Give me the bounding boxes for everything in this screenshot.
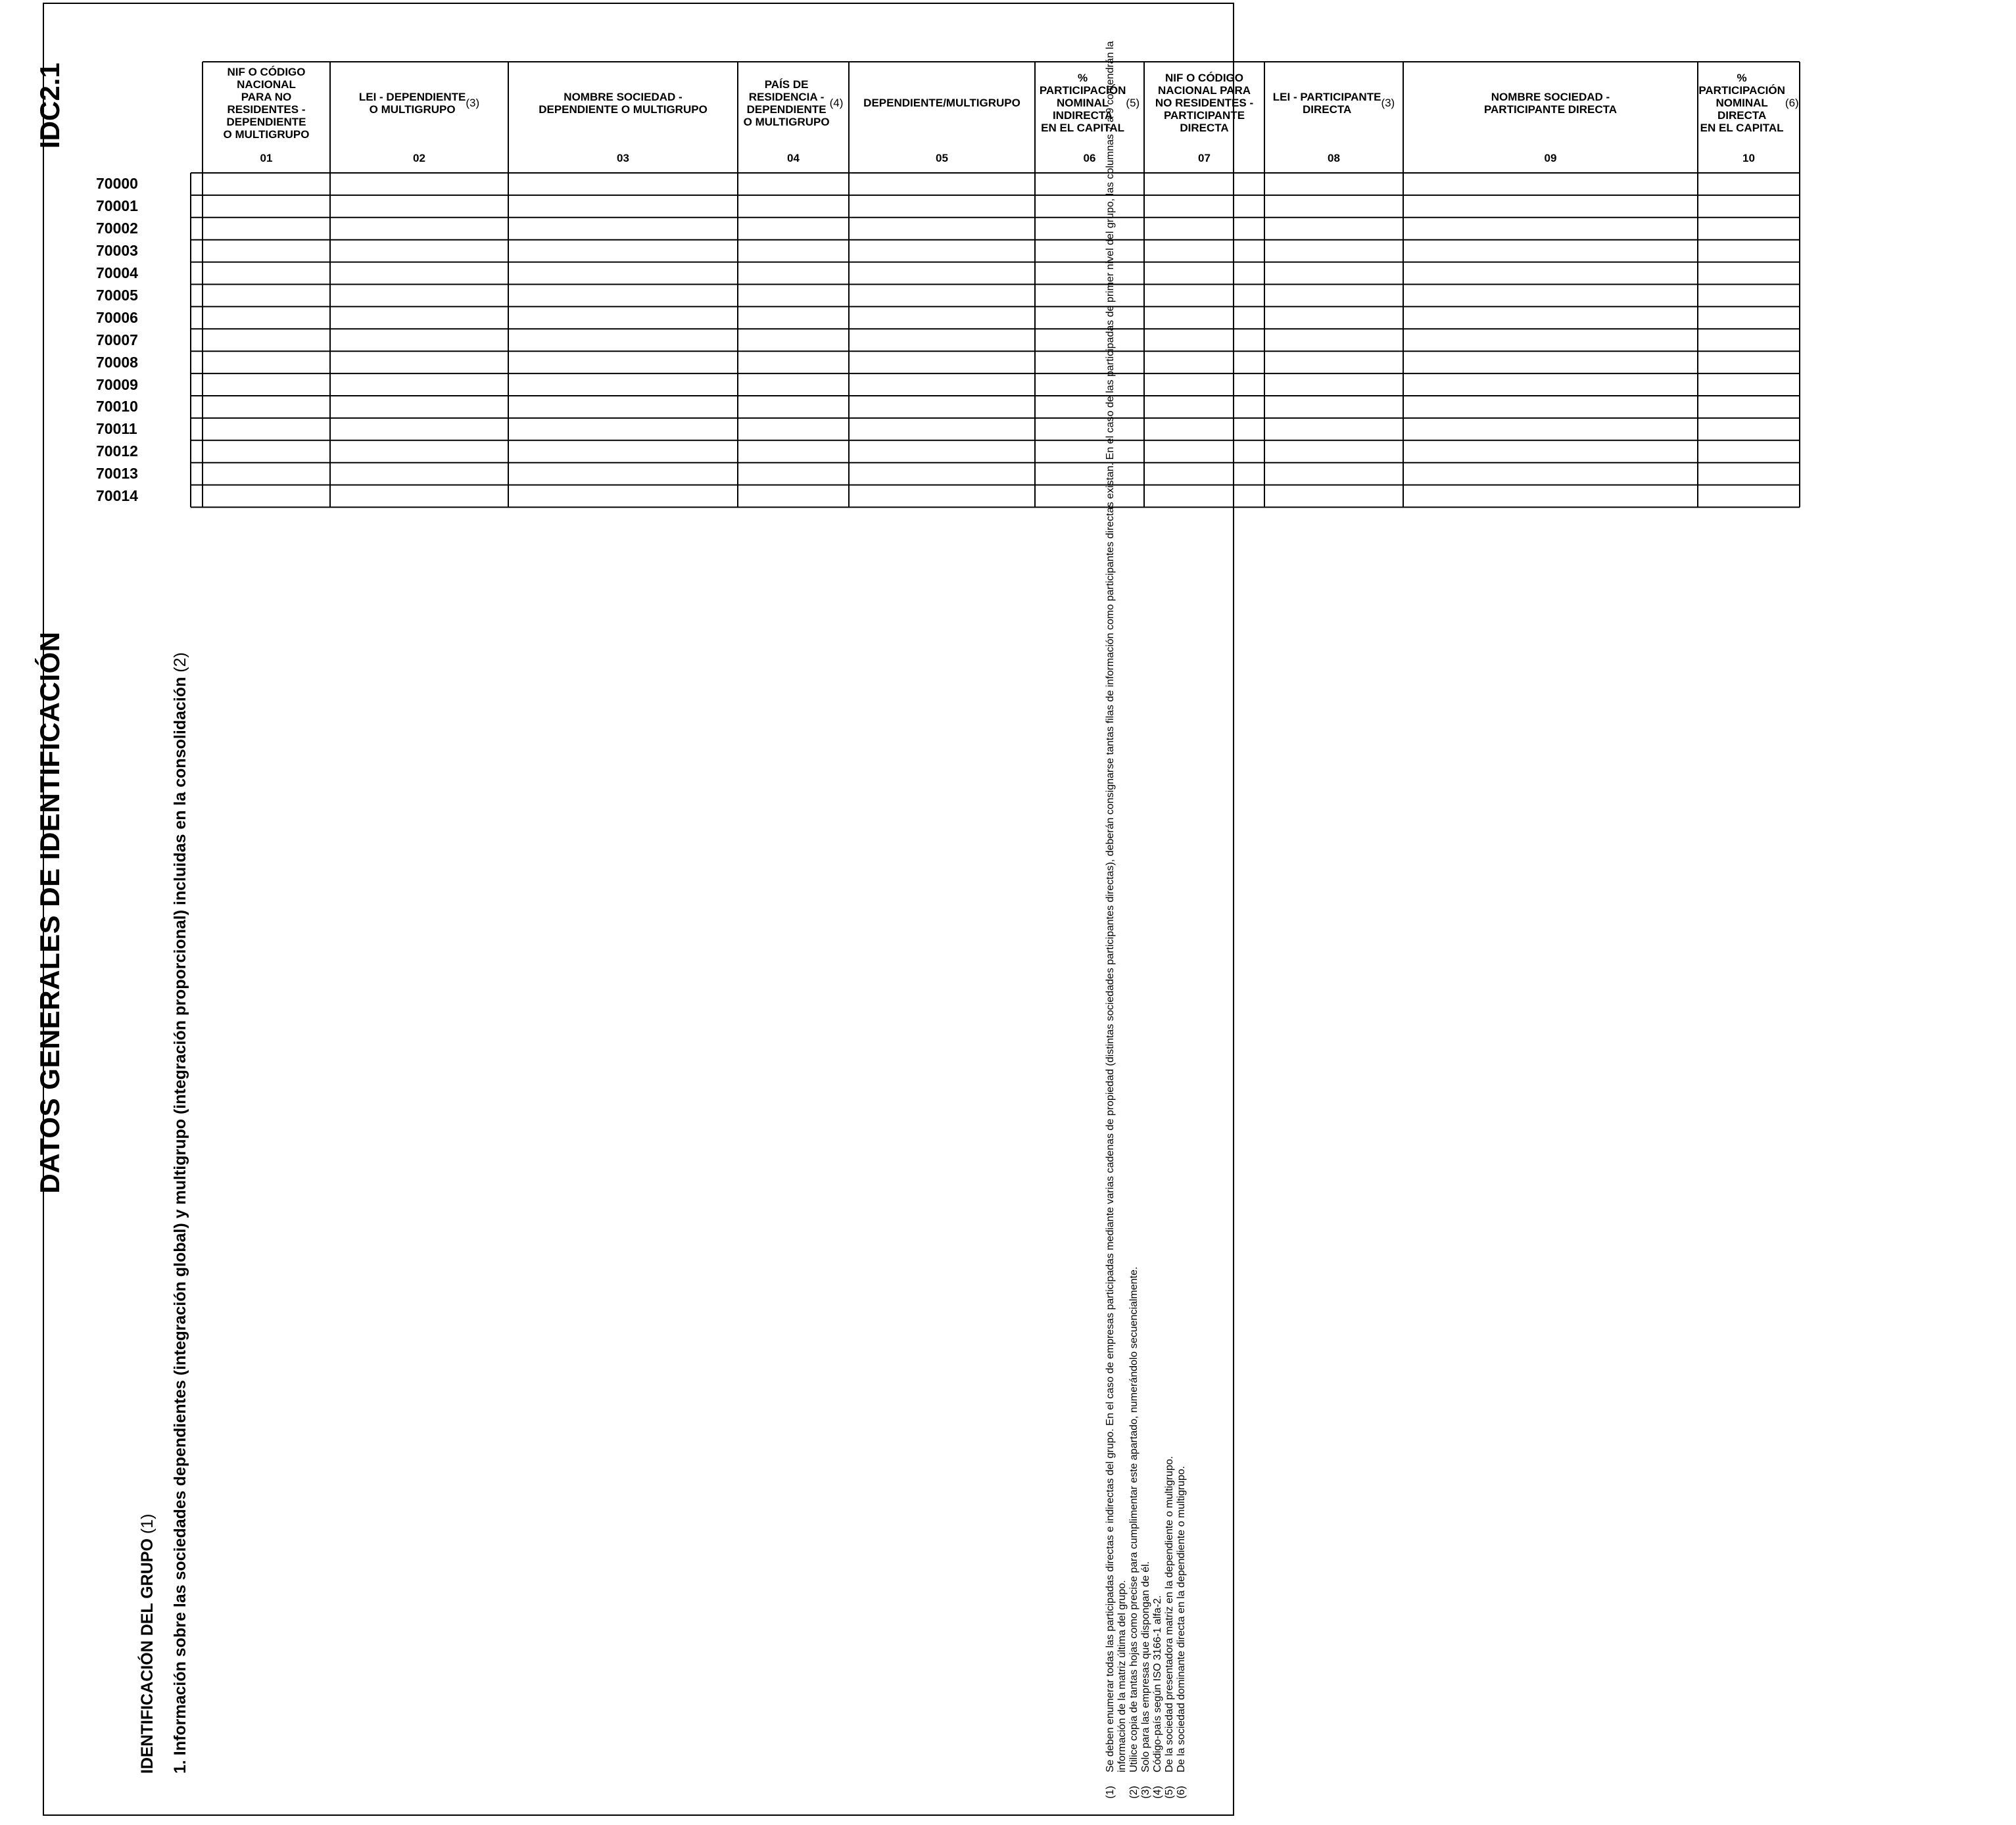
column-header-note: (5)	[1126, 97, 1140, 109]
column-number: 09	[1544, 152, 1557, 164]
footnote-text: De la sociedad presentadora matriz en la dependiente o multigrupo.	[1164, 1456, 1175, 1772]
column-header-label: LEI - PARTICIPANTE DIRECTA	[1272, 90, 1381, 116]
column-header-label: % PARTICIPACIÓN NOMINAL DIRECTA EN EL CAPITAL	[1698, 72, 1785, 134]
subsection-title-note: (2)	[171, 652, 189, 673]
row-code: 70003	[96, 242, 138, 260]
footnotes	[1105, 24, 1188, 1799]
column-header-label: DEPENDIENTE/MULTIGRUPO	[863, 97, 1020, 109]
row-code: 70000	[96, 175, 138, 193]
column-number: 06	[1083, 152, 1096, 164]
section-title	[138, 1514, 157, 1774]
column-header	[203, 62, 330, 144]
column-header	[1264, 62, 1403, 144]
column-header-label: NIF O CÓDIGO NACIONAL PARA NO RESIDENTES - PARTICIPANTE DIRECTA	[1155, 72, 1254, 134]
column-number: 02	[413, 152, 425, 164]
row-code: 70013	[96, 465, 138, 483]
row-code: 70002	[96, 220, 138, 237]
column-header-label: % PARTICIPACIÓN NOMINAL INDIRECTA EN EL CAPITAL	[1039, 72, 1126, 134]
column-header-note: (3)	[1381, 97, 1395, 109]
row-code: 70001	[96, 197, 138, 215]
footnote	[1105, 24, 1128, 1799]
footnote	[1152, 24, 1164, 1799]
column-number: 07	[1198, 152, 1211, 164]
row-code: 70004	[96, 264, 138, 282]
footnote-text: Se deben enumerar todas las participadas directas e indirectas del grupo. En el caso de empresas participadas mediante varias cadenas de propiedad (distintas sociedades participantes directas), deberán consignarse tantas filas de información como participantes directas existan. En el caso de las participadas de primer nivel del grupo, las columnas 7 a 9 contendrán la información de la matriz última del grupo.	[1105, 41, 1128, 1772]
column-header-label: PAÍS DE RESIDENCIA - DEPENDIENTE O MULTIGRUPO	[743, 78, 830, 128]
column-header-note: (4)	[829, 97, 844, 109]
footnote-number: (2)	[1128, 1786, 1140, 1799]
column-header	[849, 62, 1035, 144]
footnote	[1164, 24, 1176, 1799]
column-number: 03	[617, 152, 629, 164]
subsection-title	[171, 652, 190, 1774]
column-number: 05	[936, 152, 948, 164]
row-code: 70012	[96, 442, 138, 460]
row-code: 70010	[96, 398, 138, 415]
page-title: DATOS GENERALES DE IDENTIFICACIÓN	[34, 631, 65, 1194]
form-code: IDC2.1	[34, 62, 65, 149]
footnote-number: (3)	[1140, 1786, 1151, 1799]
subsection-title-text: 1. Información sobre las sociedades dependientes (integración global) y multigrupo (integración proporcional) incluidas en la consolidación	[171, 676, 189, 1774]
column-header	[738, 62, 849, 144]
footnote	[1176, 24, 1188, 1799]
row-code: 70009	[96, 375, 138, 393]
column-header-label: NOMBRE SOCIEDAD - DEPENDIENTE O MULTIGRUPO	[539, 90, 708, 116]
footnote-number: (6)	[1176, 1786, 1187, 1799]
row-code: 70014	[96, 487, 138, 505]
column-header-note: (3)	[466, 97, 480, 109]
footnote-text: Solo para las empresas que dispongan de él.	[1140, 1561, 1151, 1772]
column-header	[1403, 62, 1698, 144]
footnote-number: (4)	[1152, 1786, 1163, 1799]
footnote	[1140, 24, 1152, 1799]
section-title-note: (1)	[138, 1513, 156, 1534]
row-code: 70007	[96, 331, 138, 348]
column-number: 08	[1328, 152, 1340, 164]
column-header	[1698, 62, 1800, 144]
row-code: 70008	[96, 353, 138, 371]
section-title-text: IDENTIFICACIÓN DEL GRUPO	[138, 1538, 156, 1774]
column-header	[330, 62, 508, 144]
column-header-note: (6)	[1785, 97, 1799, 109]
column-number: 01	[260, 152, 273, 164]
column-number: 04	[787, 152, 800, 164]
row-code: 70011	[96, 420, 137, 438]
row-code: 70006	[96, 308, 138, 326]
column-header	[508, 62, 738, 144]
footnote-text: Código-país según ISO 3166-1 alfa-2.	[1152, 1595, 1163, 1772]
row-code: 70005	[96, 286, 138, 304]
footnote-number: (1)	[1105, 1786, 1116, 1799]
table-grid	[191, 3, 2016, 1293]
column-header-label: NOMBRE SOCIEDAD - PARTICIPANTE DIRECTA	[1483, 90, 1618, 116]
footnote-text: De la sociedad dominante directa en la dependiente o multigrupo.	[1176, 1465, 1187, 1772]
column-header-label: NIF O CÓDIGO NACIONAL PARA NO RESIDENTES - DEPENDIENTE O MULTIGRUPO	[223, 65, 310, 141]
column-number: 10	[1742, 152, 1755, 164]
footnote-text: Utilice copia de tantas hojas como precise para cumplimentar este apartado, numerándolo secuencialmente.	[1128, 1266, 1140, 1772]
column-header-label: LEI - DEPENDIENTE O MULTIGRUPO	[358, 90, 466, 116]
footnote	[1128, 24, 1140, 1799]
footnote-number: (5)	[1164, 1786, 1175, 1799]
